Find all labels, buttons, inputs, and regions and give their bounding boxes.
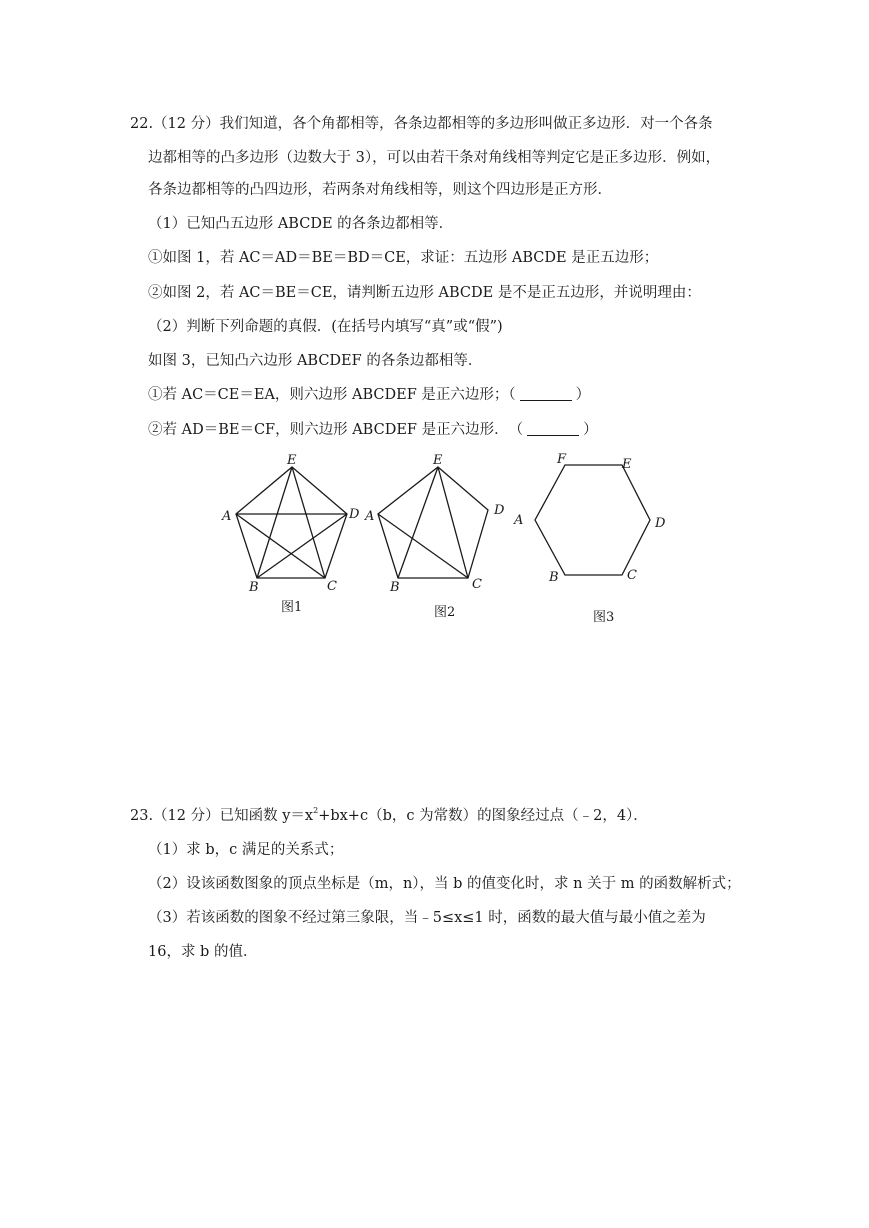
q22-part1-intro: （1）已知凸五边形 ABCDE 的各条边都相等．: [148, 216, 454, 232]
fig1-diagonal-be: [257, 467, 292, 578]
fig3-label-d: D: [655, 516, 666, 531]
q23-part3-cont: 16，求 b 的值．: [148, 944, 258, 960]
fig3-label-f: F: [557, 452, 567, 467]
q22-line-1: 22.（12 分）我们知道，各个角都相等，各条边都相等的多边形叫做正多边形．对一个各条: [130, 116, 713, 132]
fig1-caption: 图1: [281, 600, 303, 615]
q23-part2: （2）设该函数图象的顶点坐标是（m，n），当 b 的值变化时，求 n 关于 m 的函数解析式；: [148, 876, 741, 892]
fig3-label-b: B: [549, 570, 559, 585]
fig2-diagonal-ac: [378, 514, 468, 578]
q22-part1-b: ②如图 2，若 AC＝BE＝CE，请判断五边形 ABCDE 是不是正五边形，并说明理由：: [148, 285, 701, 301]
q23-exponent: 2: [313, 806, 319, 815]
q22-part2-b-close: ）: [583, 422, 598, 438]
fig2-pentagon: [378, 467, 488, 578]
q23-line-1-text: 23.（12 分）已知函数 y＝x: [130, 808, 314, 824]
fig1-label-b: B: [249, 580, 259, 595]
q23-part1: （1）求 b，c 满足的关系式；: [148, 842, 344, 858]
q22-part2-intro: （2）判断下列命题的真假．(在括号内填写“真”或“假”): [148, 319, 503, 335]
q22-line-2: 边都相等的凸多边形（边数大于 3），可以由若干条对角线相等判定它是正多边形．例如，: [148, 150, 721, 166]
fig3-label-e: E: [622, 457, 632, 472]
fig2-label-a: A: [365, 509, 375, 524]
fig1-diagonal-ce: [292, 467, 325, 578]
fig2-label-d: D: [494, 503, 505, 518]
fig3-label-c: C: [627, 568, 637, 583]
fig1-label-c: C: [327, 579, 337, 594]
fig3-hexagon: [535, 465, 650, 575]
q22-part2-a-close: ）: [575, 387, 591, 403]
fig2-diagonal-be: [398, 467, 438, 578]
fig2-label-c: C: [472, 577, 482, 592]
fig1-label-a: A: [222, 509, 232, 524]
q22-part1-a: ①如图 1，若 AC＝AD＝BE＝BD＝CE，求证：五边形 ABCDE 是正五边形；: [148, 250, 659, 266]
fig3-label-a: A: [514, 513, 524, 528]
q22-part2-b-text: ②若 AD＝BE＝CF，则六边形 ABCDEF 是正六边形． （: [148, 422, 524, 438]
fig3-caption: 图3: [593, 610, 615, 625]
fig1-label-e: E: [287, 453, 297, 468]
fig2-label-e: E: [433, 453, 443, 468]
fig1-pentagon: [236, 467, 347, 578]
q22-line-3: 各条边都相等的凸四边形，若两条对角线相等，则这个四边形是正方形．: [148, 182, 612, 198]
q22-part2-a-text: ①若 AC＝CE＝EA，则六边形 ABCDEF 是正六边形；（: [148, 387, 516, 403]
fig1-label-d: D: [349, 507, 360, 522]
q22-part2-context: 如图 3，已知凸六边形 ABCDEF 的各条边都相等．: [148, 353, 483, 369]
fig2-label-b: B: [390, 580, 400, 595]
q23-line-1-rest: +bx+c（b，c 为常数）的图象经过点（﹣2，4）．: [318, 808, 648, 824]
q23-line-1: [130, 806, 648, 826]
fig2-diagonal-ce: [438, 467, 468, 578]
fig2-caption: 图2: [434, 605, 456, 620]
fig1-diagonal-ac: [236, 514, 325, 578]
fig1-diagonal-bd: [257, 514, 347, 578]
q23-part3: （3）若该函数的图象不经过第三象限，当﹣5≤x≤1 时，函数的最大值与最小值之差为: [148, 910, 706, 926]
